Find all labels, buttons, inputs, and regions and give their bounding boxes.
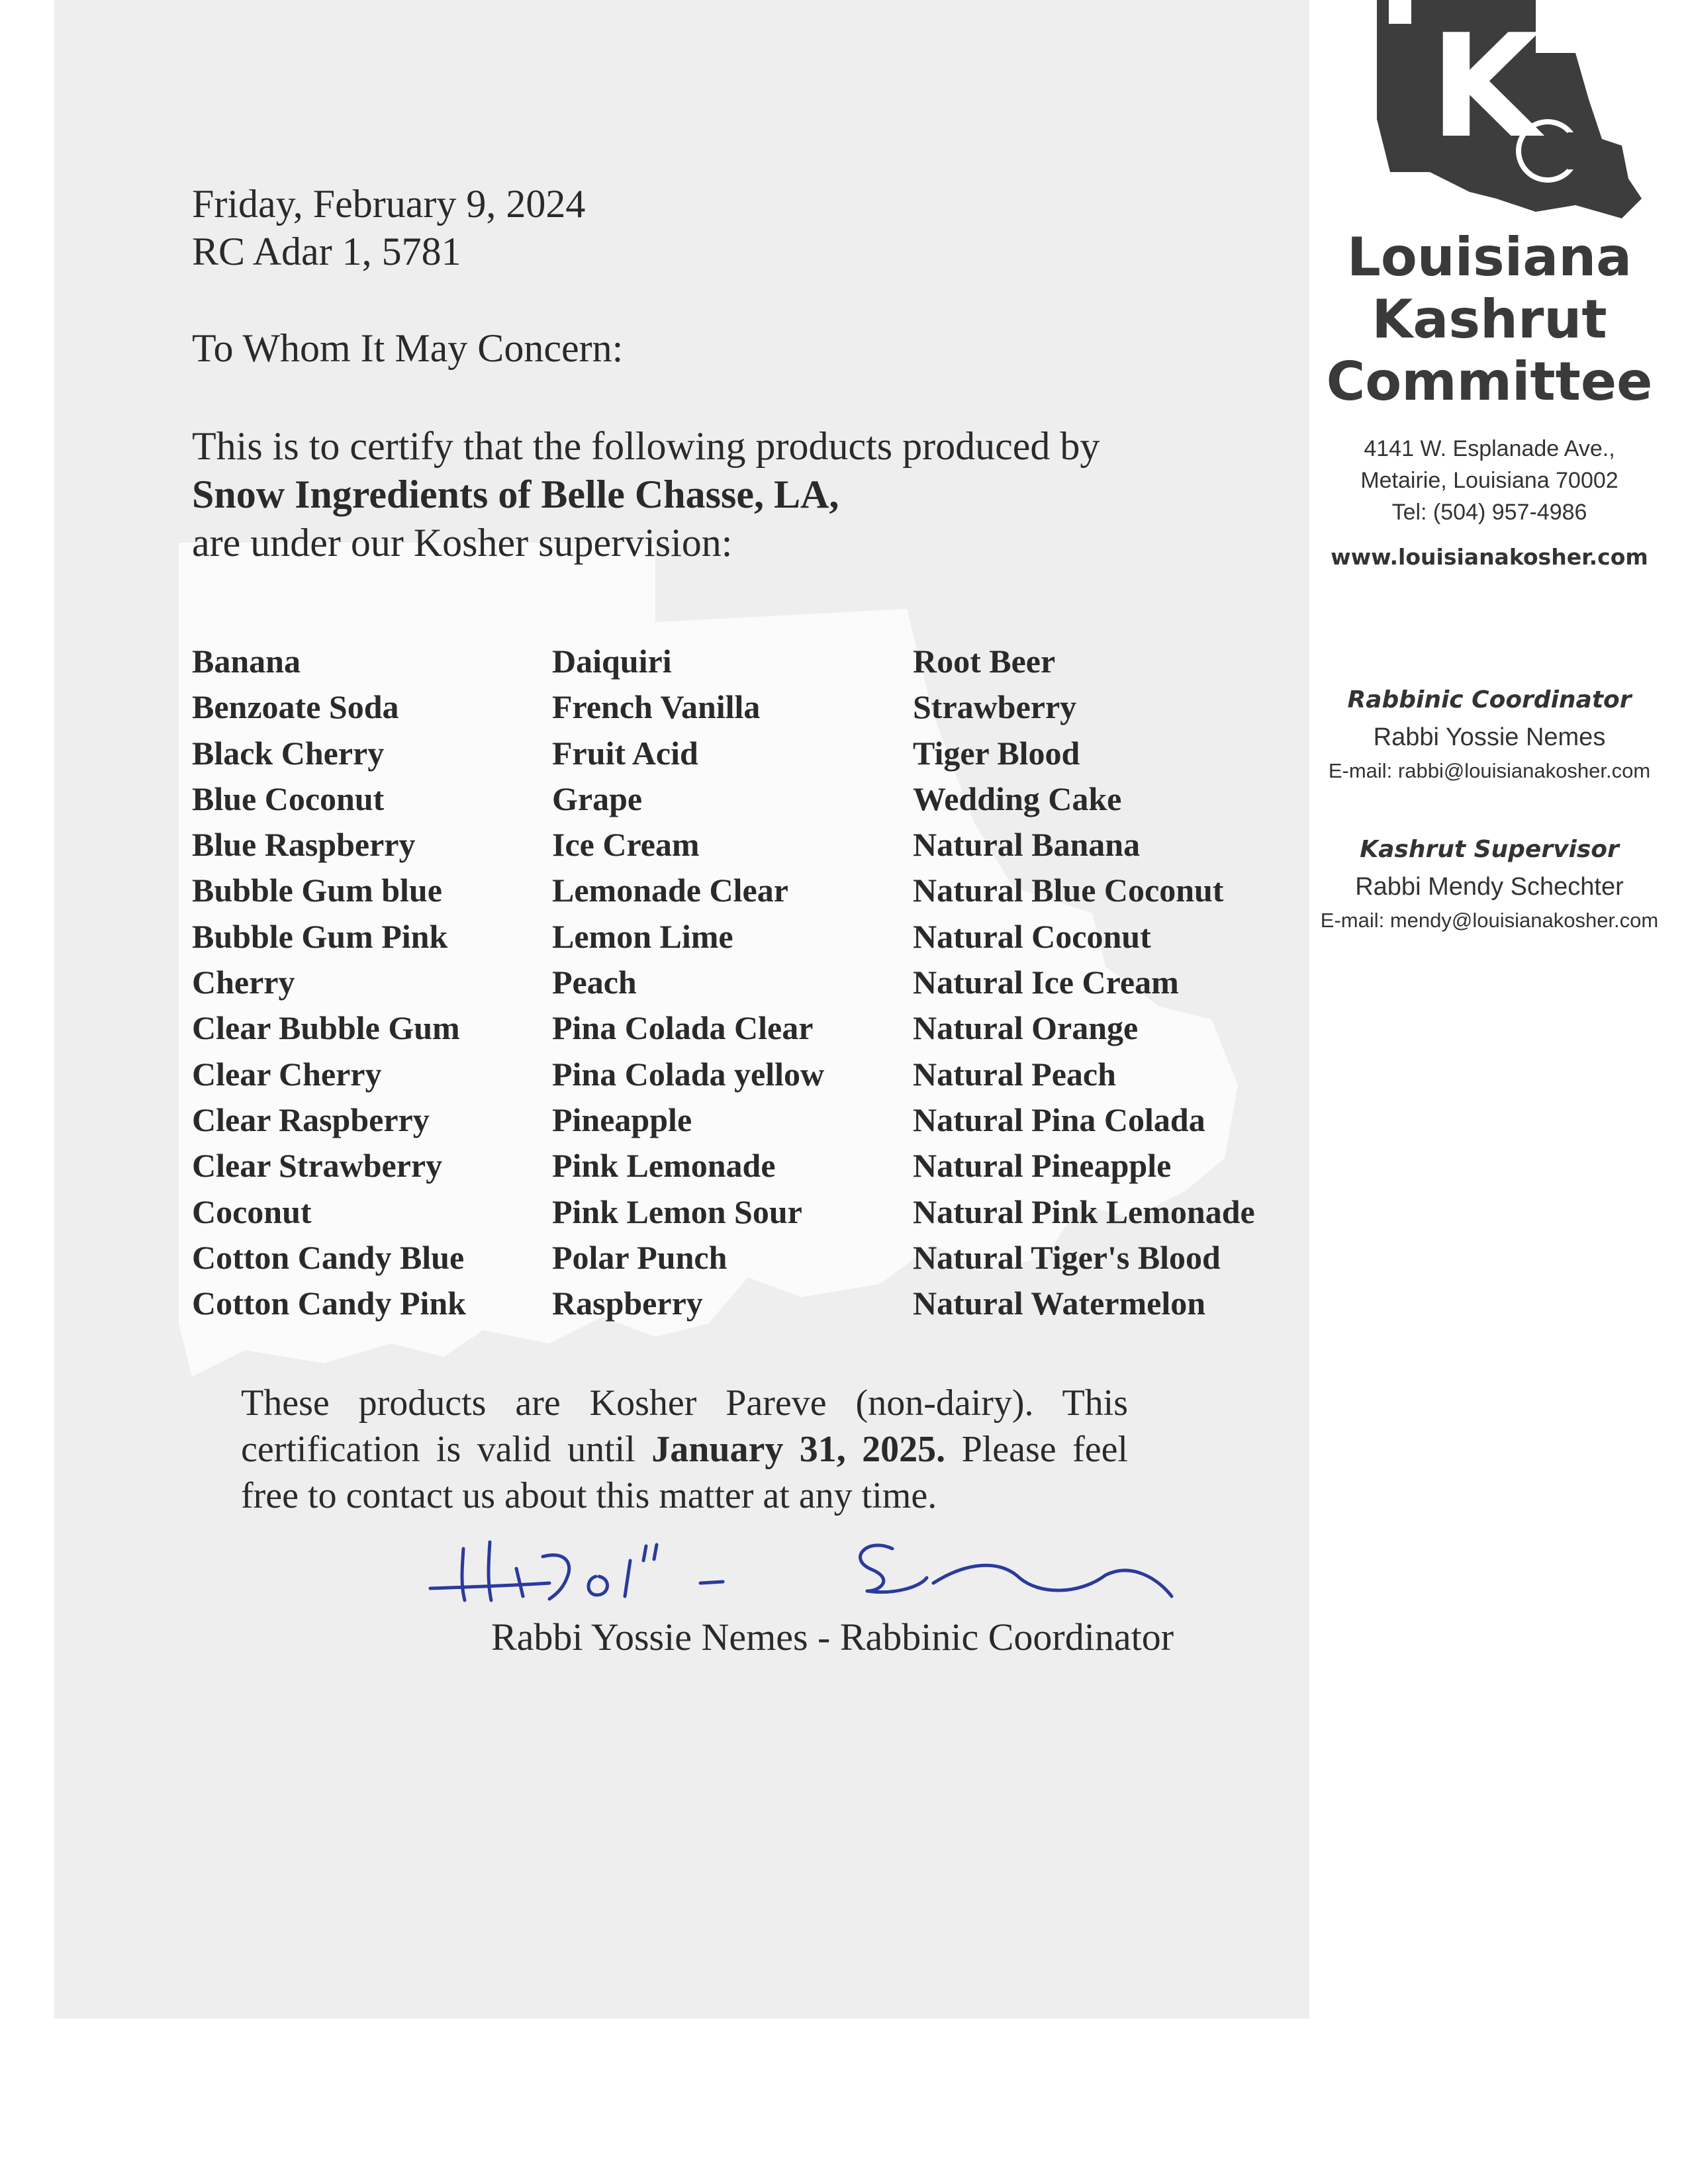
- products-column-2: [552, 639, 824, 1326]
- product-item: Tiger Blood: [913, 734, 1080, 772]
- product-item: Blue Coconut: [192, 780, 385, 817]
- org-name-line-1: Louisiana: [1346, 226, 1632, 288]
- product-item: Pineapple: [552, 1101, 692, 1138]
- product-item: Natural Coconut: [913, 917, 1151, 955]
- product-item: Banana: [192, 643, 301, 680]
- coordinator-email[interactable]: E-mail: rabbi@louisianakosher.com: [1328, 759, 1651, 782]
- signer-name: Rabbi Yossie Nemes - Rabbinic Coordinator: [491, 1615, 1174, 1659]
- intro-paragraph: [192, 422, 1317, 567]
- product-item: Pink Lemonade: [552, 1147, 776, 1185]
- handwritten-signature: [417, 1522, 1185, 1621]
- product-item: Bubble Gum Pink: [192, 917, 448, 955]
- product-item: Lemon Lime: [552, 917, 733, 955]
- louisiana-kc-logo: [1337, 0, 1642, 218]
- organization-name: [1311, 226, 1668, 413]
- product-item: Strawberry: [913, 688, 1077, 726]
- product-item: Raspberry: [552, 1285, 703, 1322]
- gregorian-date: Friday, February 9, 2024: [192, 182, 586, 226]
- valid-until-date: January 31, 2025.: [651, 1429, 946, 1470]
- product-item: Lemonade Clear: [552, 872, 788, 909]
- product-item: Cotton Candy Blue: [192, 1238, 465, 1276]
- website-link[interactable]: www.louisianakosher.com: [1331, 544, 1648, 570]
- product-item: Blue Raspberry: [192, 826, 416, 864]
- product-item: Natural Banana: [913, 826, 1141, 864]
- product-item: Benzoate Soda: [192, 688, 399, 726]
- product-item: Root Beer: [913, 643, 1056, 680]
- product-item: Natural Peach: [913, 1055, 1116, 1093]
- intro-end: are under our Kosher supervision:: [192, 521, 733, 565]
- closing-paragraph: [241, 1380, 1128, 1519]
- product-item: Natural Pina Colada: [913, 1101, 1205, 1138]
- coordinator-role: Rabbinic Coordinator: [1347, 686, 1632, 713]
- product-item: Wedding Cake: [913, 780, 1122, 817]
- product-item: Clear Cherry: [192, 1055, 382, 1093]
- address-city: Metairie, Louisiana 70002: [1360, 468, 1618, 493]
- address-phone: Tel: (504) 957-4986: [1391, 500, 1587, 525]
- logo-c-gap: [1568, 132, 1587, 169]
- product-item: Clear Strawberry: [192, 1147, 443, 1185]
- product-item: Polar Punch: [552, 1238, 727, 1276]
- supervisor-name: Rabbi Mendy Schechter: [1355, 873, 1624, 901]
- product-item: Grape: [552, 780, 643, 817]
- supervisor-role: Kashrut Supervisor: [1360, 836, 1619, 863]
- product-item: Natural Watermelon: [913, 1285, 1206, 1322]
- product-item: Pink Lemon Sour: [552, 1193, 802, 1230]
- greeting: To Whom It May Concern:: [192, 326, 624, 370]
- org-name-line-2: Kashrut: [1372, 289, 1607, 350]
- product-item: Ice Cream: [552, 826, 700, 864]
- product-item: French Vanilla: [552, 688, 761, 726]
- address-street: 4141 W. Esplanade Ave.,: [1364, 436, 1615, 461]
- product-item: Bubble Gum blue: [192, 872, 442, 909]
- logo-letter-k: K: [1430, 3, 1540, 169]
- product-item: Cotton Candy Pink: [192, 1285, 466, 1322]
- products-column-1: [192, 639, 466, 1326]
- supervisor-contact: [1311, 831, 1668, 936]
- company-name: Snow Ingredients of Belle Chasse, LA,: [192, 473, 839, 516]
- product-item: Daiquiri: [552, 643, 672, 680]
- supervisor-email[interactable]: E-mail: mendy@louisianakosher.com: [1320, 909, 1659, 932]
- product-item: Natural Tiger's Blood: [913, 1238, 1221, 1276]
- letter-date: [192, 180, 585, 275]
- products-column-3: [913, 639, 1255, 1326]
- product-item: Natural Pink Lemonade: [913, 1193, 1255, 1230]
- coordinator-name: Rabbi Yossie Nemes: [1373, 723, 1606, 751]
- organization-address: [1311, 433, 1668, 528]
- product-item: Natural Orange: [913, 1009, 1139, 1047]
- product-item: Pina Colada yellow: [552, 1055, 825, 1093]
- closing-text-2: Please feel free to contact us about this matter at any time.: [241, 1429, 1128, 1516]
- product-item: Clear Raspberry: [192, 1101, 430, 1138]
- product-item: Clear Bubble Gum: [192, 1009, 460, 1047]
- closing-text-1: These products are Kosher Pareve (non-dairy). This certification is valid until: [241, 1383, 1128, 1470]
- product-item: Cherry: [192, 964, 295, 1001]
- org-name-line-3: Committee: [1326, 351, 1653, 412]
- intro-line: This is to certify that the following products produced by: [192, 424, 1100, 468]
- product-item: Peach: [552, 964, 637, 1001]
- coordinator-contact: [1311, 682, 1668, 786]
- product-item: Pina Colada Clear: [552, 1009, 814, 1047]
- product-item: Fruit Acid: [552, 734, 698, 772]
- product-item: Natural Ice Cream: [913, 964, 1179, 1001]
- hebrew-date: RC Adar 1, 5781: [192, 230, 461, 273]
- product-item: Natural Pineapple: [913, 1147, 1172, 1185]
- product-item: Black Cherry: [192, 734, 385, 772]
- product-item: Coconut: [192, 1193, 312, 1230]
- letterhead-sidebar: [1311, 0, 1688, 993]
- product-item: Natural Blue Coconut: [913, 872, 1224, 909]
- logo-corner-notch: [1389, 0, 1411, 24]
